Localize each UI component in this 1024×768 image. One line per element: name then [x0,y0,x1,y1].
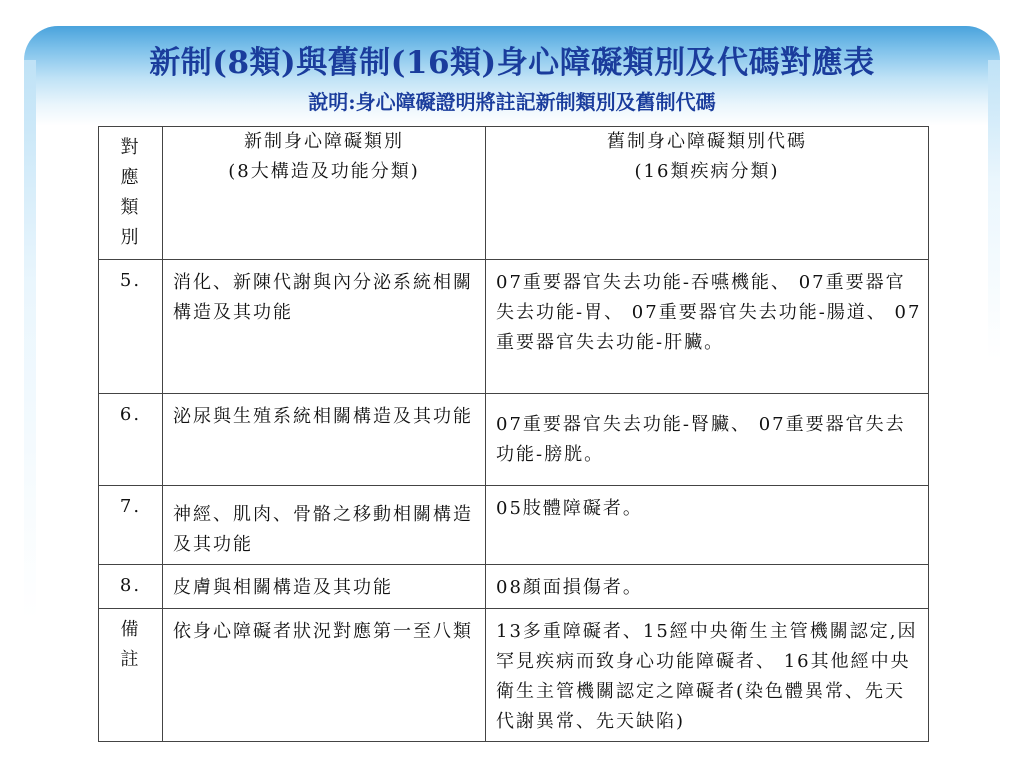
row-category: 8. [99,565,163,609]
row-old-system: 07重要器官失去功能-腎臟、 07重要器官失去功能-膀胱。 [486,394,929,486]
row-new-system: 神經、肌肉、骨骼之移動相關構造及其功能 [163,486,486,565]
row-new-system: 皮膚與相關構造及其功能 [163,565,486,609]
table-row [99,486,929,565]
table-row [99,565,929,609]
header-category: 對 應 類 別 [99,127,163,260]
row-new-system: 依身心障礙者狀況對應第一至八類 [163,609,486,742]
table-row-remarks [99,609,929,742]
slide-subtitle: 說明:身心障礙證明將註記新制類別及舊制代碼 [308,90,716,114]
row-new-system: 泌尿與生殖系統相關構造及其功能 [163,394,486,486]
row-new-system: 消化、新陳代謝與內分泌系統相關構造及其功能 [163,260,486,394]
row-category: 6. [99,394,163,486]
row-old-system: 13多重障礙者、15經中央衛生主管機關認定,因罕見疾病而致身心功能障礙者、 16其他經中央衛生主管機關認定之障礙者(染色體異常、先天代謝異常、先天缺陷) [486,609,929,742]
row-category-remarks: 備 註 [99,609,163,742]
table-row [99,394,929,486]
category-mapping-table [98,126,929,742]
header-old-system: 舊制身心障礙類別代碼 (16類疾病分類) [486,127,929,260]
table-header-row [99,127,929,260]
row-old-system: 08顏面損傷者。 [486,565,929,609]
row-category: 7. [99,486,163,565]
row-category: 5. [99,260,163,394]
slide-title: 新制(8類)與舊制(16類)身心障礙類別及代碼對應表 [149,45,875,81]
row-old-system: 07重要器官失去功能-吞嚥機能、 07重要器官失去功能-胃、 07重要器官失去功能-腸道、 07重要器官失去功能-肝臟。 [486,260,929,394]
header-new-system: 新制身心障礙類別 (8大構造及功能分類) [163,127,486,260]
table-row [99,260,929,394]
row-old-system: 05肢體障礙者。 [486,486,929,565]
left-frame-accent [24,60,36,620]
